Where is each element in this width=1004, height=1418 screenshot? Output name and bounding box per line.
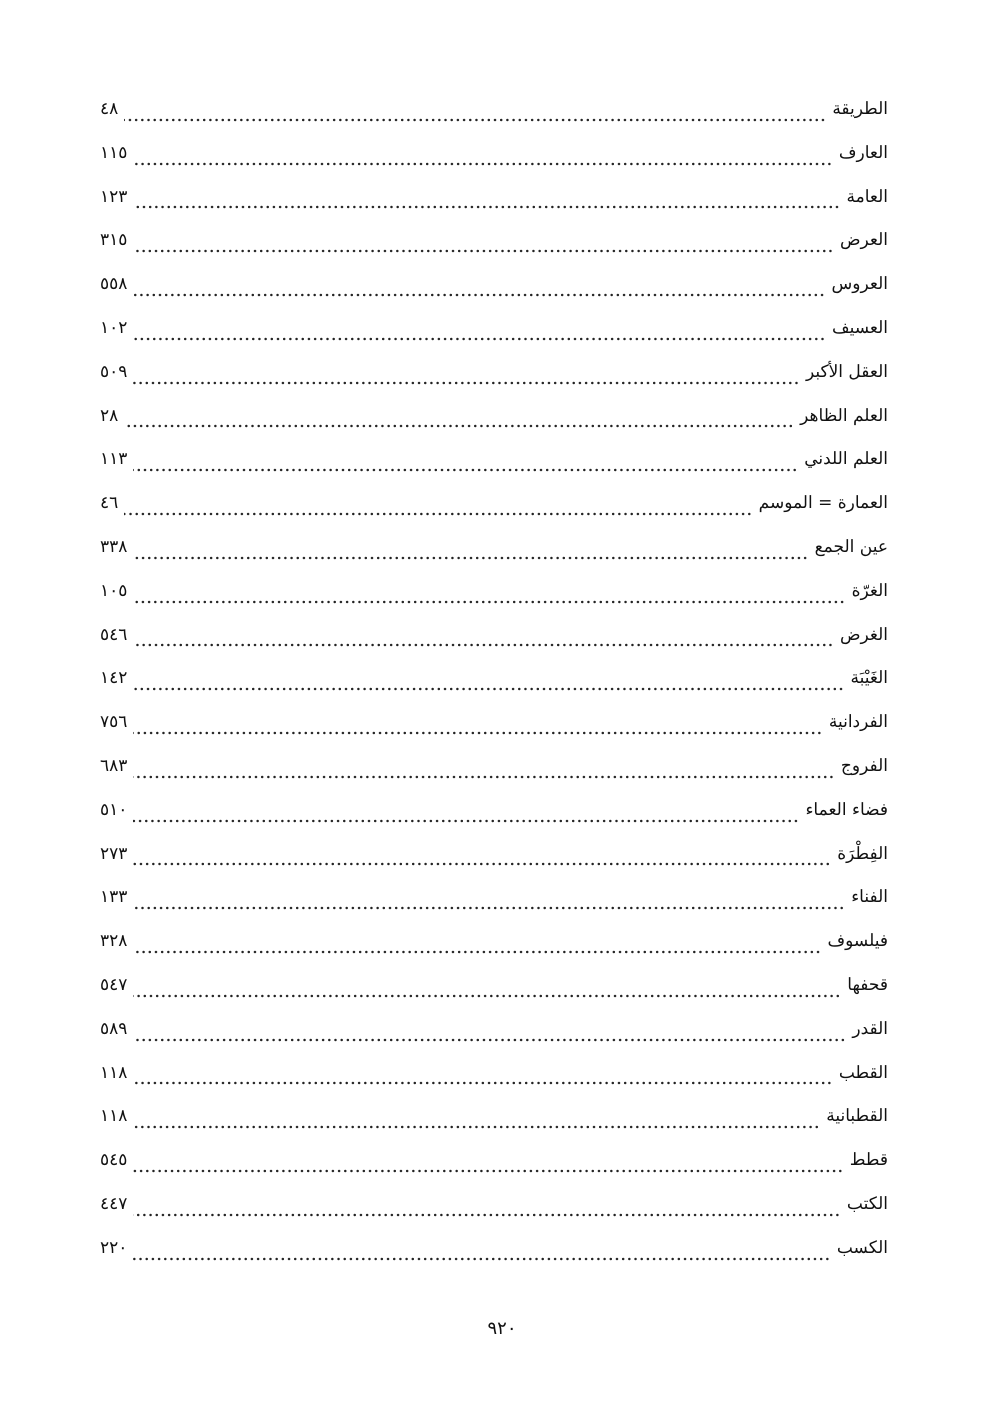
index-entry xyxy=(100,1008,888,1052)
dot-leader xyxy=(133,373,800,385)
dot-leader xyxy=(124,504,752,516)
entry-page-number: ٣٣٨ xyxy=(100,536,128,557)
dot-leader xyxy=(133,548,808,560)
entry-term: الغرّة xyxy=(851,580,888,601)
entry-term: الفردانية xyxy=(828,712,888,733)
index-entry xyxy=(100,438,888,482)
entry-term: الكتب xyxy=(846,1193,888,1214)
entry-term: العروس xyxy=(831,274,888,295)
entry-term: الفروج xyxy=(840,755,888,776)
dot-leader xyxy=(124,416,794,428)
entry-term: عين الجمع xyxy=(814,536,888,557)
entry-term: العامة xyxy=(846,186,888,207)
dot-leader xyxy=(133,1205,840,1217)
index-entry xyxy=(100,526,888,570)
index-entry xyxy=(100,964,888,1008)
entry-page-number: ١١٨ xyxy=(100,1106,128,1127)
dot-leader xyxy=(133,241,834,253)
entry-page-number: ٥٤٥ xyxy=(100,1150,128,1171)
dot-leader xyxy=(133,154,832,166)
dot-leader xyxy=(133,592,845,604)
entry-page-number: ٥١٠ xyxy=(100,799,128,820)
entry-page-number: ١٤٢ xyxy=(100,668,128,689)
index-entry xyxy=(100,88,888,132)
entry-term: القطب xyxy=(838,1062,888,1083)
index-entry xyxy=(100,614,888,658)
entry-term: الغرض xyxy=(839,624,888,645)
entry-term: القدر xyxy=(852,1018,888,1039)
entry-term: العلم الظاهر xyxy=(800,405,888,426)
entry-term: الطريقة xyxy=(832,99,888,119)
entry-page-number: ٢٨ xyxy=(100,405,119,426)
index-entry xyxy=(100,176,888,220)
index-entry xyxy=(100,219,888,263)
entry-page-number: ٥٤٦ xyxy=(100,624,128,645)
index-entry xyxy=(100,263,888,307)
index-entry xyxy=(100,657,888,701)
dot-leader xyxy=(133,1249,830,1261)
index-entry xyxy=(100,1052,888,1096)
entry-page-number: ٤٦ xyxy=(100,493,119,514)
dot-leader xyxy=(133,898,845,910)
index-entry xyxy=(100,1139,888,1183)
entry-term: العقل الأكبر xyxy=(805,361,888,382)
index-entry xyxy=(100,876,888,920)
entry-page-number: ٢٢٠ xyxy=(100,1237,128,1258)
dot-leader xyxy=(133,197,840,209)
dot-leader xyxy=(133,329,826,341)
dot-leader xyxy=(133,811,799,823)
entry-term: العمارة = الموسم xyxy=(758,493,888,514)
entry-term: فضاء العماء xyxy=(805,799,888,820)
index-entry xyxy=(100,132,888,176)
dot-leader xyxy=(133,679,844,691)
entry-page-number: ١٢٣ xyxy=(100,186,128,207)
entry-page-number: ١١٥ xyxy=(100,142,128,163)
index-entry xyxy=(100,482,888,526)
index-entry xyxy=(100,1183,888,1227)
entry-term: قطط xyxy=(849,1150,888,1171)
entry-term: العسيف xyxy=(832,317,888,338)
index-entry xyxy=(100,570,888,614)
entry-term: فيلسوف xyxy=(827,931,888,952)
dot-leader xyxy=(133,942,821,954)
entry-page-number: ٥٠٩ xyxy=(100,361,128,382)
dot-leader xyxy=(133,767,835,779)
index-entry xyxy=(100,745,888,789)
entry-page-number: ٥٥٨ xyxy=(100,274,128,295)
entry-term: الغَيْبَة xyxy=(850,668,888,689)
index-entry xyxy=(100,307,888,351)
dot-leader xyxy=(133,460,798,472)
entry-page-number: ٥٤٧ xyxy=(100,974,128,995)
entry-page-number: ٣١٥ xyxy=(100,230,128,251)
entry-term: الفِطْرَة xyxy=(837,843,888,864)
index-entry xyxy=(100,1095,888,1139)
index-entry xyxy=(100,833,888,877)
entry-page-number: ١٠٢ xyxy=(100,317,128,338)
entry-term: العرض xyxy=(839,230,888,251)
entry-page-number: ٤٤٧ xyxy=(100,1193,128,1214)
entry-term: العلم اللدني xyxy=(804,449,888,470)
entry-term: القطبانية xyxy=(826,1106,888,1127)
entry-page-number: ١١٣ xyxy=(100,449,128,470)
entry-page-number: ٤٨ xyxy=(100,99,119,119)
entry-term: العارف xyxy=(838,142,888,163)
dot-leader xyxy=(133,1117,820,1129)
entry-page-number: ٧٥٦ xyxy=(100,712,128,733)
dot-leader xyxy=(133,723,822,735)
entry-page-number: ٥٨٩ xyxy=(100,1018,128,1039)
entry-term: الفناء xyxy=(851,887,888,908)
dot-leader xyxy=(133,986,841,998)
entry-page-number: ٢٧٣ xyxy=(100,843,128,864)
entry-page-number: ١٣٣ xyxy=(100,887,128,908)
index-entry xyxy=(100,920,888,964)
index-entry xyxy=(100,351,888,395)
dot-leader xyxy=(133,1073,832,1085)
dot-leader xyxy=(133,285,825,297)
index-list xyxy=(100,88,888,1271)
index-entry xyxy=(100,789,888,833)
dot-leader xyxy=(133,1030,846,1042)
dot-leader xyxy=(133,1161,843,1173)
page-number: ٩٢٠ xyxy=(487,1318,517,1339)
index-entry xyxy=(100,1227,888,1271)
entry-page-number: ٣٢٨ xyxy=(100,931,128,952)
dot-leader xyxy=(124,110,826,122)
dot-leader xyxy=(133,854,831,866)
entry-page-number: ٦٨٣ xyxy=(100,755,128,776)
entry-term: الكسب xyxy=(836,1237,888,1258)
index-entry xyxy=(100,395,888,439)
index-entry xyxy=(100,701,888,745)
entry-page-number: ١٠٥ xyxy=(100,580,128,601)
entry-page-number: ١١٨ xyxy=(100,1062,128,1083)
entry-term: قحفها xyxy=(847,974,888,995)
dot-leader xyxy=(133,635,834,647)
